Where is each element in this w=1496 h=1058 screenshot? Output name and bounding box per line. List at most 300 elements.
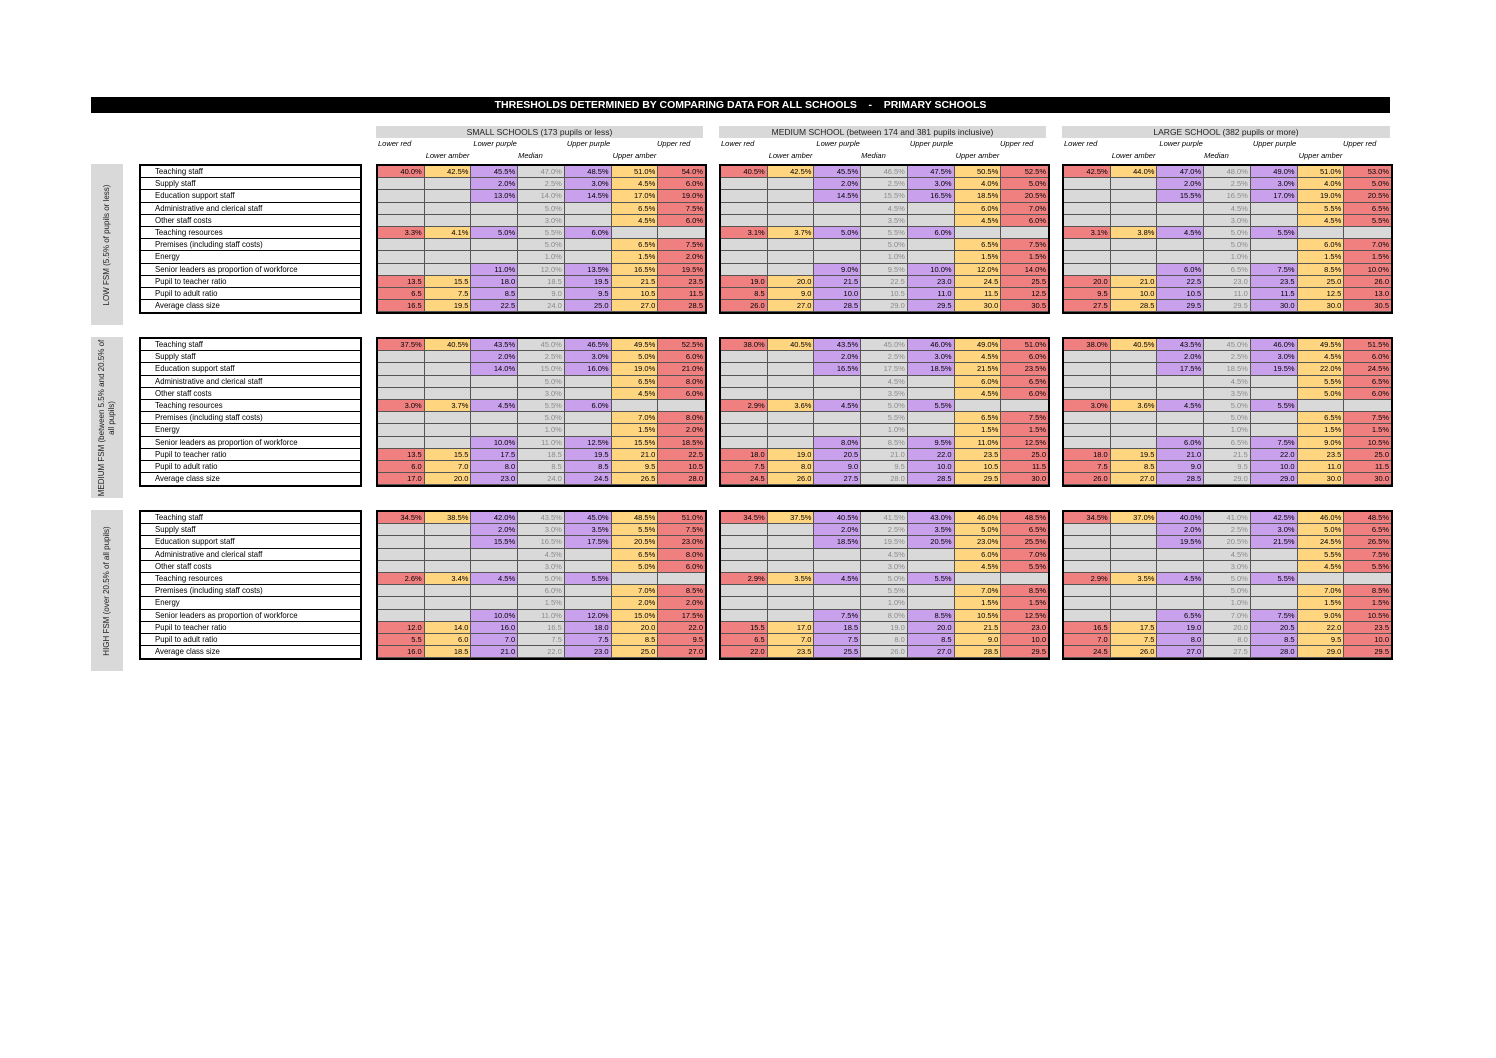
value-cell: 5.5% [1298,203,1345,215]
value-cell: 40.5% [425,339,472,351]
value-cell: 8.0 [471,461,518,473]
row-label: Teaching staff [141,339,360,351]
value-cell: 9.0% [1298,610,1345,622]
value-cell [1111,264,1158,276]
value-cell [908,203,955,215]
value-cell [768,437,815,449]
value-cell: 3.0% [861,561,908,573]
value-cell: 2.0% [814,178,861,190]
value-cell: 6.0% [1001,351,1048,363]
value-cell: 20.5% [1344,190,1391,202]
value-cell: 20.5 [814,449,861,461]
value-cell: 6.5% [1157,610,1204,622]
value-cell [721,203,768,215]
value-cell: 48.0% [1204,166,1251,178]
value-cell [425,190,472,202]
threshold-label: Lower amber [768,151,813,160]
value-cell [565,585,612,597]
value-cell: 6.0% [955,549,1002,561]
row-label: Other staff costs [141,561,360,573]
value-cell: 5.5% [1251,400,1298,412]
value-cell: 20.0 [768,276,815,288]
value-cell: 27.5 [1204,646,1251,658]
value-cell [1111,215,1158,227]
value-cell: 46.5% [861,166,908,178]
value-cell: 5.0% [1204,573,1251,585]
value-cell: 28.5 [1157,473,1204,485]
value-cell [908,239,955,251]
value-cell: 6.5% [1344,203,1391,215]
value-cell: 6.0% [1157,437,1204,449]
value-cell [721,376,768,388]
row-label: Other staff costs [141,215,360,227]
value-cell: 15.5 [721,622,768,634]
value-cell: 7.5% [1001,239,1048,251]
threshold-label: Lower purple [473,139,517,148]
value-cell: 3.0% [1204,561,1251,573]
value-cell: 6.5 [721,634,768,646]
value-cell: 4.5% [1204,203,1251,215]
value-cell: 3.7% [768,227,815,239]
value-cell: 2.5% [518,351,565,363]
value-cell [565,412,612,424]
value-cell [1001,400,1048,412]
value-cell: 4.5% [814,400,861,412]
value-cell [1064,190,1111,202]
row-label: Energy [141,597,360,609]
value-cell: 8.5% [1298,264,1345,276]
row-label: Education support staff [141,190,360,202]
value-cell [1111,351,1158,363]
value-cell: 34.5% [378,512,425,524]
value-cell: 3.6% [1111,400,1158,412]
value-cell: 6.5% [612,376,659,388]
row-label: Administrative and clerical staff [141,376,360,388]
value-cell: 49.0% [955,339,1002,351]
value-cell: 7.5 [1064,461,1111,473]
value-cell [1157,203,1204,215]
value-cell: 20.0 [612,622,659,634]
value-cell [565,597,612,609]
value-cell [565,215,612,227]
value-cell: 28.5 [955,646,1002,658]
value-cell: 27.0 [658,646,705,658]
value-cell [471,549,518,561]
value-cell: 8.5% [1344,585,1391,597]
threshold-label: Lower amber [1111,151,1156,160]
value-cell [721,549,768,561]
value-cell [1251,388,1298,400]
value-cell: 3.5% [565,524,612,536]
value-cell [378,190,425,202]
value-cell: 23.5 [1298,449,1345,461]
value-cell: 5.0% [1204,239,1251,251]
threshold-label: Lower red [721,139,755,148]
value-cell [378,549,425,561]
value-cell: 51.0% [658,512,705,524]
value-cell [378,536,425,548]
value-cell [1001,227,1048,239]
value-cell [814,597,861,609]
value-cell [1344,227,1391,239]
value-cell [425,610,472,622]
value-cell [768,597,815,609]
value-cell: 2.9% [1064,573,1111,585]
value-cell [1064,610,1111,622]
value-cell: 12.5 [1001,288,1048,300]
value-cell: 29.5 [1001,646,1048,658]
value-cell: 4.5% [1298,351,1345,363]
value-cell: 45.5% [814,166,861,178]
value-cell [378,597,425,609]
row-label: Supply staff [141,524,360,536]
value-cell [768,524,815,536]
value-cell: 10.5% [955,610,1002,622]
value-cell: 9.5 [1298,634,1345,646]
value-cell: 6.0% [955,203,1002,215]
value-cell: 5.0% [1204,585,1251,597]
value-cell [955,227,1002,239]
value-cell: 6.0% [955,376,1002,388]
value-cell: 2.0% [612,597,659,609]
row-labels [139,164,362,314]
threshold-grid [1062,164,1393,314]
value-cell [814,549,861,561]
threshold-label: Upper purple [1252,139,1297,148]
value-cell [814,424,861,436]
value-cell [1111,437,1158,449]
value-cell: 4.5% [518,549,565,561]
value-cell: 5.0% [518,412,565,424]
value-cell: 21.5 [814,276,861,288]
value-cell: 8.0 [861,634,908,646]
value-cell: 8.5 [908,634,955,646]
value-cell [1064,351,1111,363]
value-cell: 17.5% [861,363,908,375]
value-cell: 5.0% [955,524,1002,536]
value-cell [1251,412,1298,424]
value-cell [1111,610,1158,622]
value-cell [721,597,768,609]
value-cell [565,251,612,263]
value-cell [1064,437,1111,449]
row-label: Pupil to adult ratio [141,634,360,646]
value-cell: 18.5% [908,363,955,375]
value-cell [768,239,815,251]
value-cell: 27.0 [1111,473,1158,485]
value-cell: 20.0 [1204,622,1251,634]
row-label: Senior leaders as proportion of workforce [141,610,360,622]
value-cell: 50.5% [955,166,1002,178]
value-cell: 26.0 [1111,646,1158,658]
value-cell [1064,424,1111,436]
value-cell: 42.5% [1251,512,1298,524]
value-cell [721,536,768,548]
value-cell: 3.0% [378,400,425,412]
value-cell [1111,561,1158,573]
threshold-label: Upper purple [909,139,954,148]
row-label: Pupil to teacher ratio [141,622,360,634]
value-cell: 19.0 [861,622,908,634]
value-cell: 21.0 [612,449,659,461]
value-cell: 3.7% [425,400,472,412]
value-cell: 48.5% [612,512,659,524]
value-cell [1157,239,1204,251]
value-cell: 9.0 [1157,461,1204,473]
value-cell [1064,561,1111,573]
value-cell [425,351,472,363]
value-cell: 2.5% [861,351,908,363]
threshold-grid [376,510,707,660]
value-cell: 11.0% [518,437,565,449]
value-cell: 9.5% [861,264,908,276]
threshold-grid [1062,510,1393,660]
threshold-label: Median [518,151,543,160]
value-cell: 22.0 [518,646,565,658]
value-cell: 6.5% [1001,376,1048,388]
value-cell [768,190,815,202]
value-cell: 21.0 [1111,276,1158,288]
value-cell: 1.5% [955,424,1002,436]
value-cell [1064,585,1111,597]
value-cell: 42.0% [471,512,518,524]
value-cell [908,549,955,561]
value-cell: 6.5% [1204,437,1251,449]
value-cell: 28.5 [908,473,955,485]
value-cell: 1.0% [861,424,908,436]
value-cell: 1.5% [612,424,659,436]
value-cell [721,190,768,202]
value-cell: 29.5 [955,473,1002,485]
value-cell: 5.0% [612,351,659,363]
value-cell: 18.5% [814,536,861,548]
value-cell: 18.5 [518,276,565,288]
value-cell [1064,549,1111,561]
value-cell: 4.0% [1298,178,1345,190]
value-cell: 41.5% [861,512,908,524]
value-cell: 3.0% [565,351,612,363]
value-cell: 21.0 [861,449,908,461]
value-cell [1111,376,1158,388]
value-cell: 1.0% [861,251,908,263]
value-cell: 45.0% [565,512,612,524]
value-cell [1157,597,1204,609]
value-cell: 26.5 [612,473,659,485]
value-cell: 4.5% [1204,376,1251,388]
large-schools-header: LARGE SCHOOL (382 pupils or more) [1062,126,1390,138]
value-cell [378,524,425,536]
value-cell: 23.5 [1344,622,1391,634]
value-cell: 2.5% [518,178,565,190]
value-cell: 2.0% [814,524,861,536]
value-cell: 7.5% [1251,264,1298,276]
value-cell [1157,388,1204,400]
value-cell: 20.5% [1204,536,1251,548]
value-cell: 26.0 [861,646,908,658]
value-cell: 10.0 [908,461,955,473]
value-cell: 6.5% [1344,524,1391,536]
value-cell [378,388,425,400]
value-cell: 6.0% [658,351,705,363]
threshold-label: Lower amber [425,151,470,160]
value-cell: 10.5 [861,288,908,300]
value-cell: 23.0% [658,536,705,548]
value-cell [814,388,861,400]
value-cell: 29.0 [1298,646,1345,658]
value-cell: 10.0% [908,264,955,276]
row-label: Teaching staff [141,512,360,524]
value-cell: 4.5% [471,400,518,412]
value-cell: 5.5% [861,227,908,239]
value-cell: 5.5% [518,227,565,239]
value-cell: 2.0% [471,524,518,536]
value-cell: 4.1% [425,227,472,239]
value-cell [768,610,815,622]
medium-schools-header: MEDIUM SCHOOL (between 174 and 381 pupils inclusive) [719,126,1046,138]
value-cell [908,412,955,424]
value-cell: 22.5 [471,300,518,312]
value-cell [721,610,768,622]
value-cell [721,437,768,449]
value-cell [471,597,518,609]
value-cell: 20.0 [908,622,955,634]
value-cell [1111,190,1158,202]
value-cell [721,264,768,276]
row-label: Other staff costs [141,388,360,400]
value-cell: 17.0% [612,190,659,202]
value-cell: 5.0% [1204,400,1251,412]
row-label: Teaching resources [141,400,360,412]
value-cell [378,215,425,227]
value-cell: 7.5 [425,288,472,300]
value-cell: 7.5% [658,524,705,536]
value-cell: 5.5% [861,412,908,424]
threshold-grid [719,337,1050,487]
value-cell [1111,424,1158,436]
value-cell [1111,239,1158,251]
threshold-label: Upper red [1000,139,1034,148]
value-cell [721,561,768,573]
value-cell: 27.5 [1064,300,1111,312]
value-cell [768,251,815,263]
value-cell: 24.0 [518,473,565,485]
value-cell: 12.5 [1298,288,1345,300]
value-cell [565,424,612,436]
value-cell: 48.5% [565,166,612,178]
value-cell: 19.5 [565,449,612,461]
value-cell: 3.5% [861,388,908,400]
value-cell: 3.3% [378,227,425,239]
value-cell: 24.5 [721,473,768,485]
value-cell: 11.0% [471,264,518,276]
value-cell: 5.0% [861,573,908,585]
value-cell: 3.1% [721,227,768,239]
value-cell: 6.5% [1204,264,1251,276]
value-cell: 6.5% [1298,412,1345,424]
value-cell [425,363,472,375]
value-cell: 15.5 [425,276,472,288]
value-cell [1111,549,1158,561]
value-cell: 20.5 [1251,622,1298,634]
value-cell: 4.5% [1298,215,1345,227]
value-cell [425,524,472,536]
value-cell [1157,424,1204,436]
threshold-label: Lower red [378,139,412,148]
value-cell [612,400,659,412]
value-cell [471,561,518,573]
value-cell: 45.0% [518,339,565,351]
value-cell [471,203,518,215]
value-cell: 7.5% [1251,610,1298,622]
value-cell: 38.0% [721,339,768,351]
value-cell [814,215,861,227]
threshold-label: Lower purple [816,139,860,148]
value-cell: 1.0% [518,424,565,436]
value-cell: 14.0% [471,363,518,375]
value-cell: 10.5 [612,288,659,300]
value-cell: 8.0% [814,437,861,449]
value-cell: 3.0% [518,388,565,400]
value-cell: 1.5% [612,251,659,263]
value-cell: 10.0% [471,610,518,622]
value-cell [658,227,705,239]
value-cell: 5.5% [908,400,955,412]
value-cell [721,388,768,400]
threshold-label: Median [861,151,886,160]
value-cell: 21.5% [1251,536,1298,548]
value-cell [425,264,472,276]
value-cell [425,239,472,251]
value-cell: 46.0% [955,512,1002,524]
value-cell: 6.0% [1344,351,1391,363]
value-cell [471,424,518,436]
value-cell: 19.0 [721,276,768,288]
value-cell: 5.0% [1001,178,1048,190]
value-cell: 45.5% [471,166,518,178]
value-cell: 7.0% [1001,549,1048,561]
value-cell [814,239,861,251]
value-cell [1001,573,1048,585]
value-cell: 5.5% [1344,561,1391,573]
value-cell: 19.5% [1251,363,1298,375]
value-cell [378,376,425,388]
value-cell: 15.5% [612,437,659,449]
value-cell: 7.0 [768,634,815,646]
value-cell: 46.5% [565,339,612,351]
value-cell: 10.0 [1001,634,1048,646]
value-cell: 7.0% [1344,239,1391,251]
value-cell: 22.0 [658,622,705,634]
value-cell: 1.5% [1001,597,1048,609]
value-cell: 40.0% [1157,512,1204,524]
value-cell [1251,203,1298,215]
value-cell: 5.5% [518,400,565,412]
value-cell: 4.5% [861,549,908,561]
value-cell [425,203,472,215]
value-cell: 53.0% [1344,166,1391,178]
value-cell: 52.5% [1001,166,1048,178]
value-cell: 24.5 [955,276,1002,288]
value-cell: 10.5 [955,461,1002,473]
value-cell: 9.0 [768,288,815,300]
value-cell: 16.5 [378,300,425,312]
value-cell: 20.0 [1064,276,1111,288]
value-cell: 21.0% [658,363,705,375]
value-cell: 12.5% [565,437,612,449]
value-cell: 8.5 [518,461,565,473]
value-cell: 30.5 [1344,300,1391,312]
value-cell: 7.5 [721,461,768,473]
